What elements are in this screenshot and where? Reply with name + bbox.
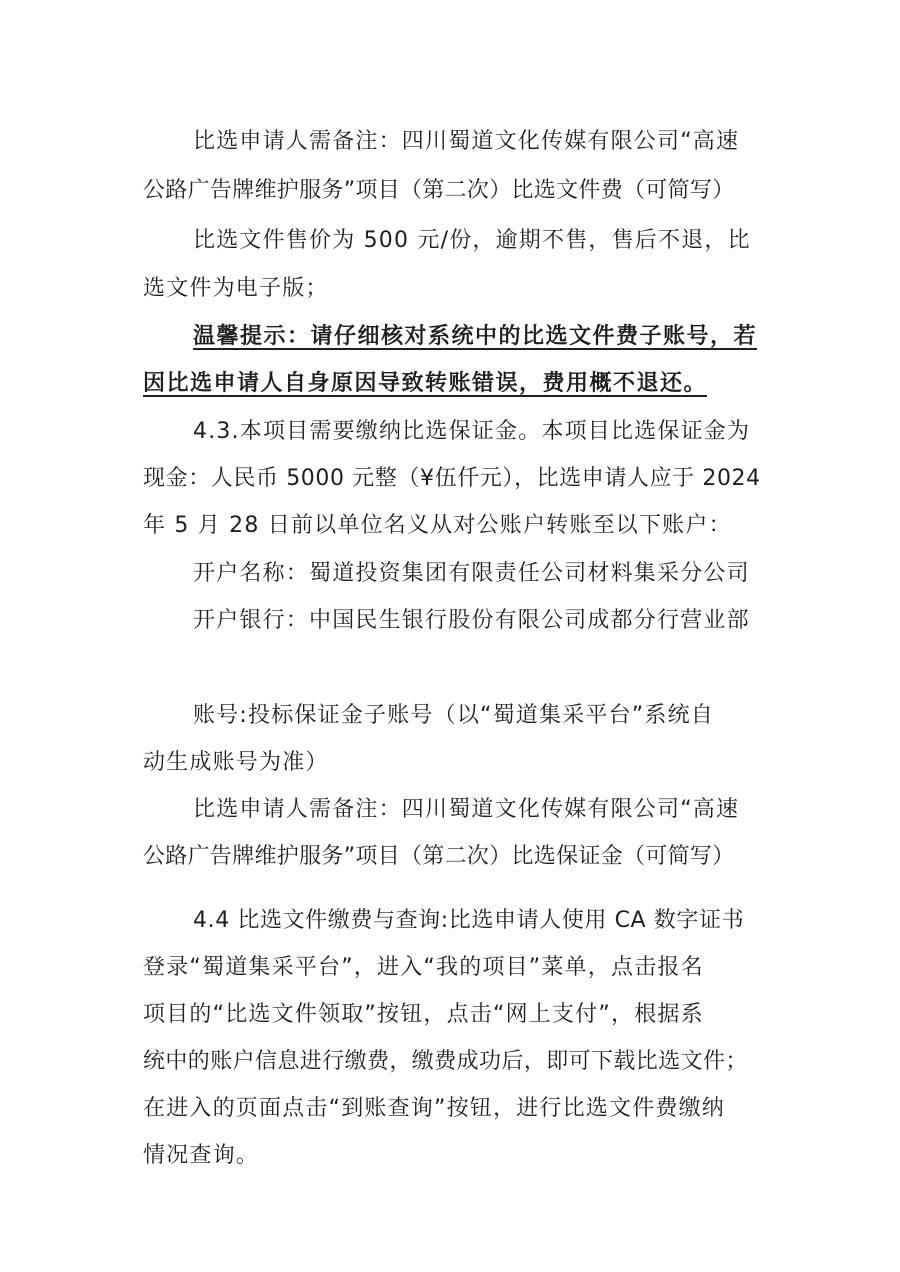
deposit-remark-line-2: 公路广告牌维护服务”项目（第二次）比选保证金（可简写） [143,844,735,869]
notice-line-1: 温馨提示：请仔细核对系统中的比选文件费子账号，若 [193,324,758,349]
payment-line-4: 统中的账户信息进行缴费，缴费成功后，即可下载比选文件； [143,1049,748,1074]
payment-line-6: 情况查询。 [143,1143,260,1168]
payment-line-5: 在进入的页面点击“到账查询”按钮，进行比选文件费缴纳 [143,1096,725,1121]
deposit-line-1: 4.3.本项目需要缴纳比选保证金。本项目比选保证金为 [193,419,751,444]
payment-line-1: 4.4 比选文件缴费与查询:比选申请人使用 CA 数字证书 [193,908,745,933]
deposit-line-2: 现金：人民币 5000 元整（¥伍仟元），比选申请人应于 2024 [143,466,761,491]
remark-line-1: 比选申请人需备注：四川蜀道文化传媒有限公司“高速 [193,129,740,154]
account-name-line: 开户名称：蜀道投资集团有限责任公司材料集采分公司 [193,561,750,586]
remark-line-2: 公路广告牌维护服务”项目（第二次）比选文件费（可简写） [143,178,735,203]
payment-line-3: 项目的“比选文件领取”按钮，点击“网上支付”，根据系 [143,1002,704,1027]
notice-line-2: 因比选申请人自身原因导致转账错误，费用概不退还。 [143,371,708,396]
account-number-line-2: 动生成账号为准） [143,750,329,775]
price-line-2: 选文件为电子版； [143,276,329,301]
price-line-1: 比选文件售价为 500 元/份，逾期不售，售后不退，比 [193,228,751,253]
bank-line: 开户银行：中国民生银行股份有限公司成都分行营业部 [193,608,750,633]
account-number-line-1: 账号:投标保证金子账号（以“蜀道集采平台”系统自 [193,703,715,728]
deposit-remark-line-1: 比选申请人需备注：四川蜀道文化传媒有限公司“高速 [193,797,740,822]
payment-line-2: 登录“蜀道集采平台”，进入“我的项目”菜单，点击报名 [143,955,704,980]
deposit-line-3: 年 5 月 28 日前以单位名义从对公账户转账至以下账户： [143,513,732,538]
